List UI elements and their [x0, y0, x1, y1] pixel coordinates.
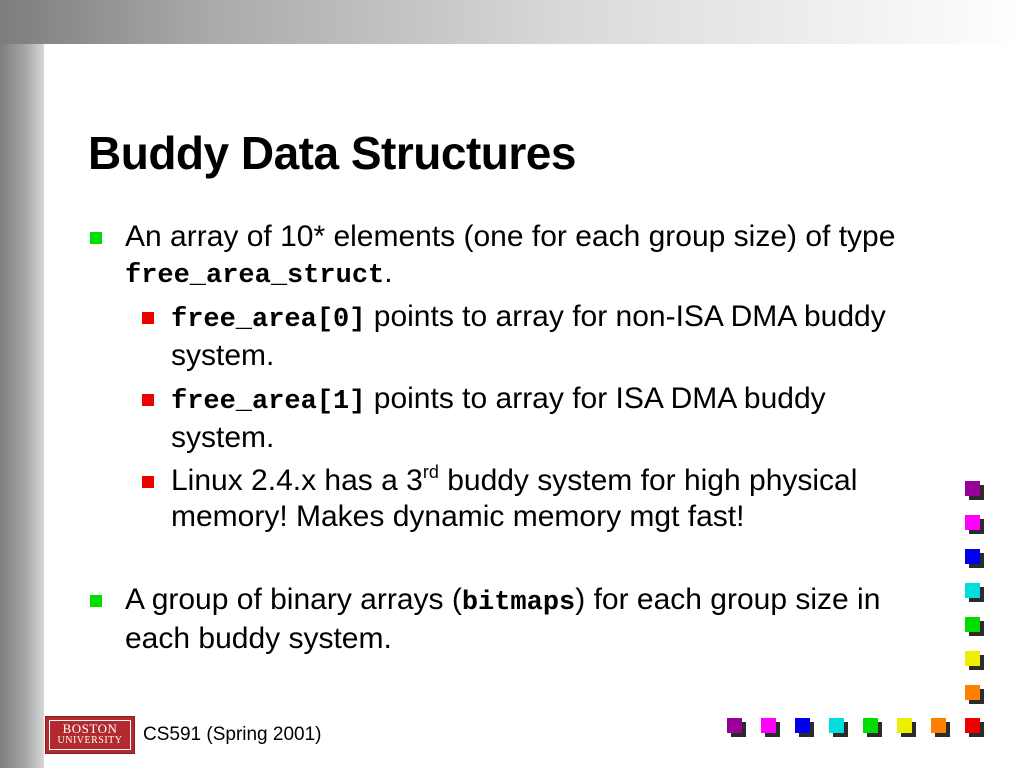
decor-square-green — [965, 617, 980, 632]
decor-square-cyan — [965, 583, 980, 598]
decor-square-orange — [965, 685, 980, 700]
decor-square-blue — [795, 718, 810, 733]
logo-line-1: BOSTON — [62, 721, 118, 736]
decor-square-green — [863, 718, 878, 733]
code-free-area-0: free_area[0] — [171, 305, 366, 335]
decor-square-cyan — [829, 718, 844, 733]
top-gradient-bar — [0, 0, 1024, 44]
decor-square-orange — [931, 718, 946, 733]
decor-square-purple — [965, 481, 980, 496]
sub-bullet-marker — [142, 476, 154, 488]
decor-square-yellow — [965, 651, 980, 666]
bullet-array-of-elements — [125, 219, 945, 294]
sub-bullet-text: points to array for ISA DMA buddy system. — [171, 382, 826, 454]
decor-square-blue — [965, 549, 980, 564]
bullet-marker — [90, 595, 102, 607]
decor-square-magenta — [965, 515, 980, 530]
boston-university-logo — [45, 716, 135, 754]
sub-bullet-marker — [142, 394, 154, 406]
bullet-text-end: . — [384, 256, 393, 289]
sub-bullet-free-area-0 — [171, 299, 931, 374]
logo-line-2: UNIVERSITY — [57, 735, 123, 746]
bullet-text-end: ) for each group size in each buddy system. — [125, 583, 881, 655]
decor-square-magenta — [761, 718, 776, 733]
code-free-area-1: free_area[1] — [171, 387, 366, 417]
sub-bullet-text: points to array for non-ISA DMA buddy system. — [171, 300, 886, 372]
footer-course-label: CS591 (Spring 2001) — [143, 724, 322, 745]
code-free-area-struct: free_area_struct — [125, 261, 385, 291]
sub-bullet-marker — [142, 312, 154, 324]
slide-title: Buddy Data Structures — [88, 127, 576, 179]
decor-square-yellow — [897, 718, 912, 733]
sub-bullet-free-area-1 — [171, 381, 871, 456]
decor-square-red — [965, 718, 980, 733]
bullet-marker — [90, 232, 102, 244]
left-gradient-bar — [0, 0, 44, 768]
logo-border — [49, 720, 131, 750]
bullet-binary-arrays — [125, 582, 915, 657]
sub-bullet-linux-buddy — [171, 463, 911, 535]
bullet-text: An array of 10* elements (one for each group size) of type — [125, 220, 896, 253]
code-bitmaps: bitmaps — [461, 588, 576, 618]
sub-bullet-text-end: buddy system for high physical memory! Makes dynamic memory mgt fast! — [171, 464, 858, 533]
sub-bullet-text: Linux 2.4.x has a 3 — [171, 464, 423, 497]
bullet-text: A group of binary arrays ( — [125, 583, 462, 616]
superscript-rd: rd — [422, 462, 439, 482]
decor-square-purple — [727, 718, 742, 733]
